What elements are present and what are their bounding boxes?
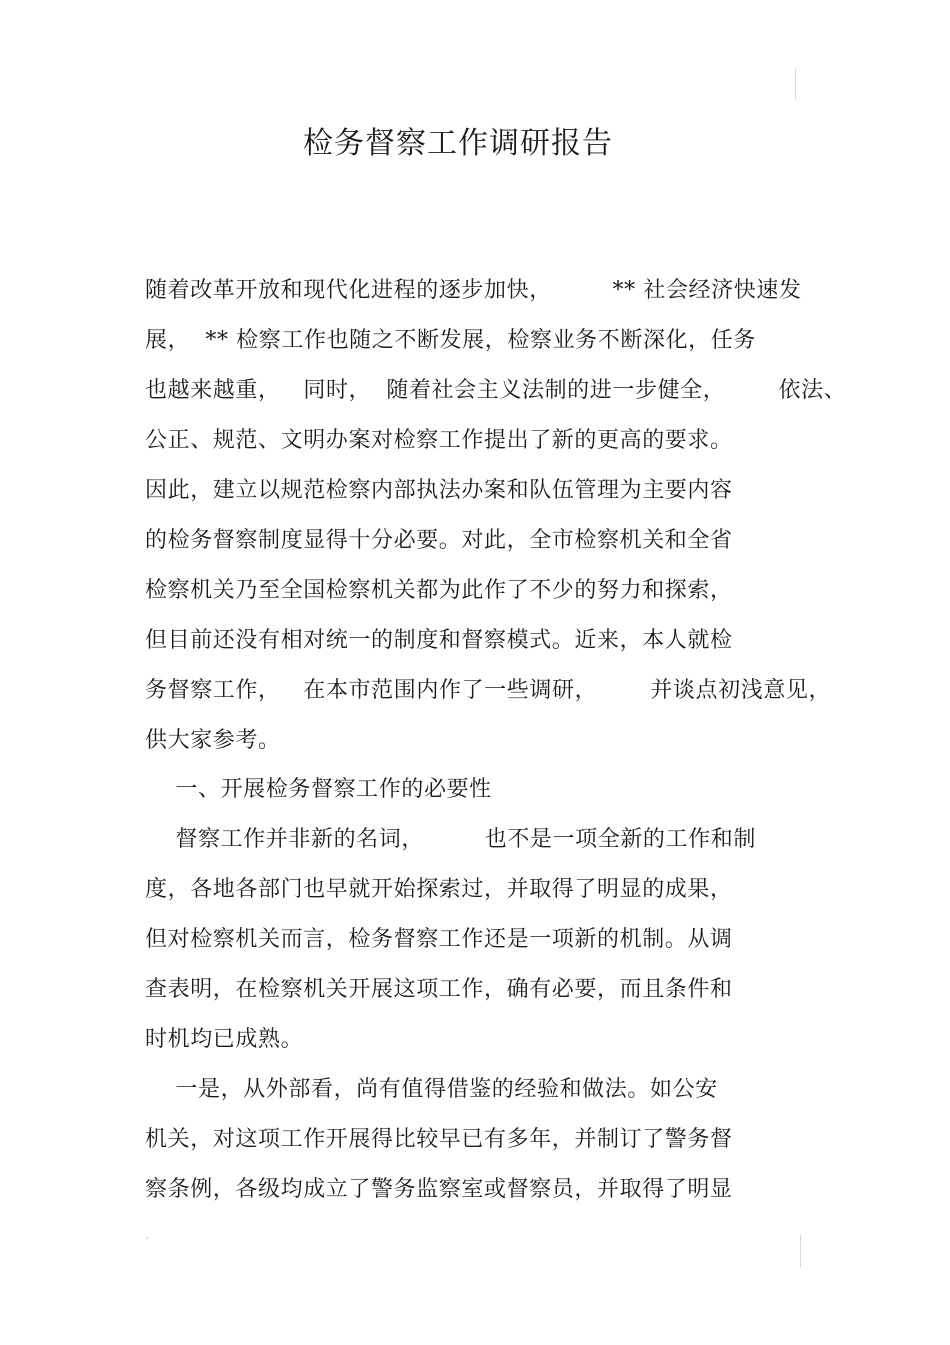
body-line: 督察工作并非新的名词， 也不是一项全新的工作和制 — [145, 827, 756, 852]
body-line: 检察机关乃至全国检察机关都为此作了不少的努力和探索， — [145, 578, 733, 603]
body-line: 但目前还没有相对统一的制度和督察模式。近来，本人就检 — [145, 628, 733, 653]
body-line: 的检务督察制度显得十分必要。对此，全市检察机关和全省 — [145, 528, 733, 553]
body-line: 因此，建立以规范检察内部执法办案和队伍管理为主要内容 — [145, 478, 733, 503]
body-line: 也越来越重， 同时， 随着社会主义法制的进一步健全， 依法、 — [145, 378, 847, 403]
body-line: 时机均已成熟。 — [145, 1027, 304, 1052]
body-line: 但对检察机关而言，检务督察工作还是一项新的机制。从调 — [145, 927, 733, 952]
body-line: 机关，对这项工作开展得比较早已有多年，并制订了警务督 — [145, 1127, 733, 1152]
page-corner-mark-top — [795, 68, 796, 100]
body-line: 公正、规范、文明办案对检察工作提出了新的更高的要求。 — [145, 428, 733, 453]
body-line: 度，各地各部门也早就开始探索过，并取得了明显的成果， — [145, 877, 733, 902]
body-line: 随着改革开放和现代化进程的逐步加快， ** 社会经济快速发 — [145, 278, 802, 303]
body-line: 查表明，在检察机关开展这项工作，确有必要，而且条件和 — [145, 977, 733, 1002]
page-corner-dot — [146, 1237, 148, 1239]
page-corner-mark-bottom — [800, 1235, 801, 1267]
body-line: 供大家参考。 — [145, 728, 281, 753]
body-line: 展， ** 检察工作也随之不断发展，检察业务不断深化，任务 — [145, 328, 756, 353]
body-line: 察条例，各级均成立了警务监察室或督察员，并取得了明显 — [145, 1177, 733, 1202]
section-heading: 一、开展检务督察工作的必要性 — [145, 777, 492, 802]
body-line: 一是，从外部看，尚有值得借鉴的经验和做法。如公安 — [145, 1077, 718, 1102]
document-title: 检务督察工作调研报告 — [303, 126, 613, 161]
body-line: 务督察工作， 在本市范围内作了一些调研， 并谈点初浅意见， — [145, 678, 832, 703]
